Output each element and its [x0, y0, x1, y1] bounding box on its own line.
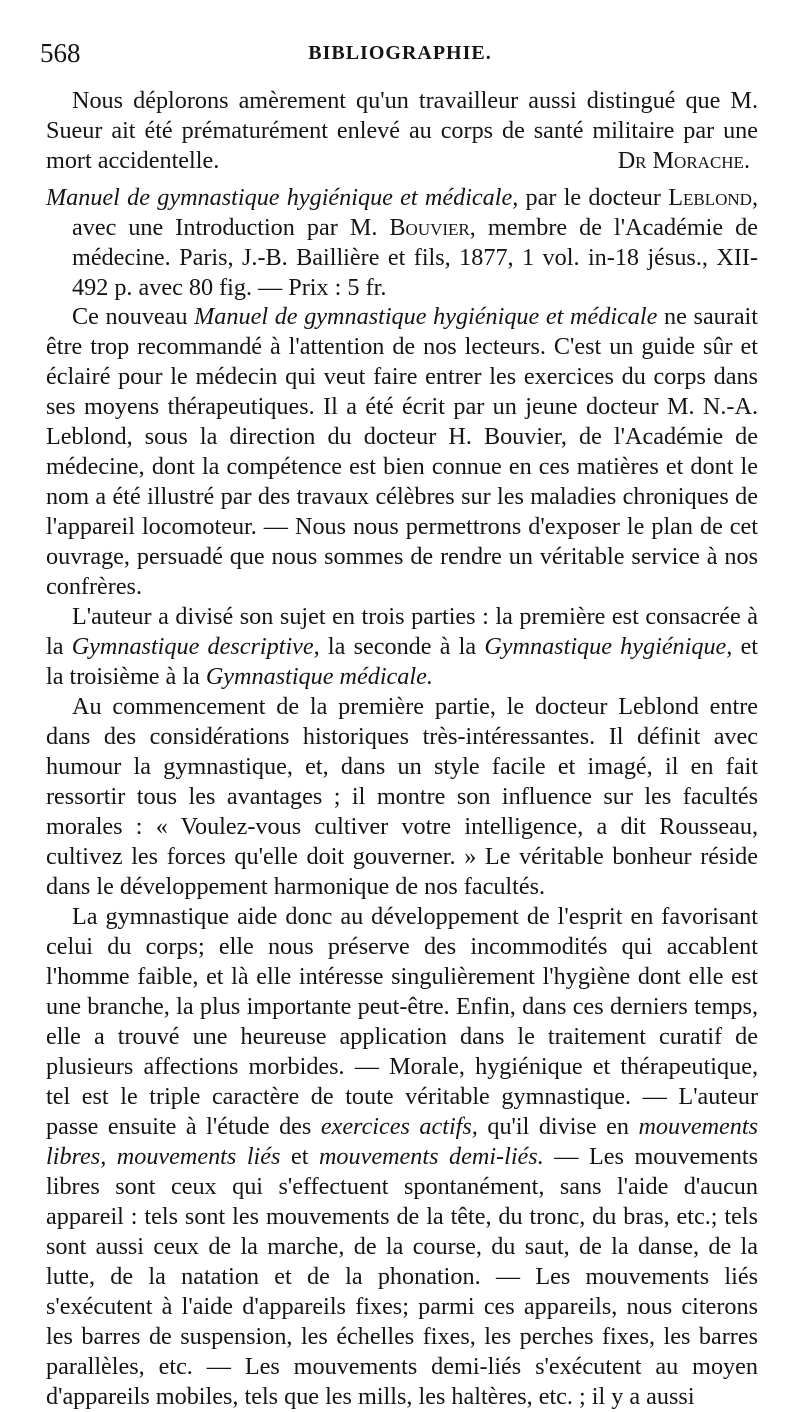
p2-b: la seconde à la: [327, 633, 477, 660]
p2-i2: Gymnastique hygiénique,: [484, 633, 733, 660]
p2-i1: Gymnastique descriptive,: [71, 633, 320, 660]
introducer-name: Bouvier,: [389, 214, 476, 241]
entry-details: membre de l'Académie de médecine. Paris, J.-B. Baillière et fils, 1877, 1 vol. in-18 jésus., XII-492 p. avec 80 fig. — Prix : 5 fr.: [72, 214, 759, 301]
review-body: [46, 302, 758, 1412]
paragraph-2: [46, 602, 758, 692]
entry-mid: avec une Introduction par M.: [72, 214, 378, 241]
paragraph-4: [46, 902, 758, 1412]
p1-rest: ne saurait être trop recommandé à l'attention de nos lecteurs. C'est un guide sûr et éclairé pour le médecin qui veut faire entrer les exercices du corps dans ses moyens thérapeutiques. Il a été écrit par un jeune docteur M. N.-A. Leblond, sous la direction du docteur H. Bouvier, de l'Académie de médecine, dont la compétence est bien connue en ces matières et dont le nom a été illustré par des travaux célèbres sur les maladies chroniques de l'appareil locomoteur. — Nous nous permettrons d'exposer le plan de cet ouvrage, persuadé que nous sommes de rendre un véritable service à nos confrères.: [46, 303, 759, 600]
p1-title: Manuel de gymnastique hygiénique et médicale: [194, 303, 658, 330]
p4-i1: exercices actifs,: [320, 1113, 478, 1140]
p2-a: L'auteur a divisé son sujet en trois parties : la première est consacrée à la: [46, 603, 758, 660]
p2-i3: Gymnastique médicale.: [205, 663, 433, 690]
author-prefix: par le docteur: [525, 184, 661, 211]
author-name: Leblond,: [668, 184, 759, 211]
p4-a: La gymnastique aide donc au développement de l'esprit en favorisant celui du corps; elle nous préserve des incommodités qui accablent l'homme faible, et là elle intéresse singulièrement l'hygiène dont elle est une branche, la plus importante peut-être. Enfin, dans ces derniers temps, elle a trouvé une heureuse application dans le traitement curatif de plusieurs affections morbides. — Morale, hygiénique et thérapeutique, tel est le triple caractère de toute véritable gymnastique. — L'auteur passe ensuite à l'étude des: [46, 903, 758, 1140]
p4-c: et: [290, 1143, 309, 1170]
signature: Dr Morache.: [617, 147, 750, 174]
p4-d: — Les mouvements libres sont ceux qui s'effectuent spontanément, sans l'aide d'aucun appareil : tels sont les mouvements de la tête, du tronc, du bras, etc.; tels sont aussi ceux de la marche, de la course, du saut, de la danse, de la lutte, de la natation et de la phonation. — Les mouvements liés s'exécutent à l'aide d'appareils fixes; parmi ces appareils, nous citerons les barres de suspension, les échelles fixes, les perches fixes, les barres parallèles, etc. — Les mouvements demi-liés s'exécutent au moyen d'appareils mobiles, tels que les mills, les haltères, etc. ; il y a aussi: [46, 1143, 759, 1410]
page-number: 568: [40, 38, 81, 68]
running-title: BIBLIOGRAPHIE.: [308, 42, 492, 64]
closing-text: Nous déplorons amèrement qu'un travailleur aussi distingué que M. Sueur ait été prématurément enlevé au corps de santé militaire par une mort accidentelle.: [46, 87, 758, 174]
p2-c: et la troisième à la: [46, 633, 759, 690]
closing-paragraph: [46, 86, 758, 176]
bibliographic-entry: [46, 183, 758, 303]
p1-lead: Ce nouveau: [72, 303, 188, 330]
p4-i3: mouvements demi-liés.: [318, 1143, 544, 1170]
page-header: [40, 38, 760, 74]
p4-i2: mouvements libres, mouvements liés: [46, 1113, 759, 1170]
paragraph-3: Au commencement de la première partie, le docteur Leblond entre dans des considérations historiques très-intéressantes. Il définit avec humour la gymnastique, et, dans un style facile et imagé, il en fait ressortir tous les avantages ; il montre son influence sur les facultés morales : « Voulez-vous cultiver votre intelligence, a dit Rousseau, cultivez les forces qu'elle doit gouverner. » Le véritable bonheur réside dans le développement harmonique de nos facultés.: [46, 693, 758, 900]
book-title: Manuel de gymnastique hygiénique et médicale,: [46, 184, 519, 211]
paragraph-1: [46, 302, 758, 602]
p4-b: qu'il divise en: [487, 1113, 629, 1140]
